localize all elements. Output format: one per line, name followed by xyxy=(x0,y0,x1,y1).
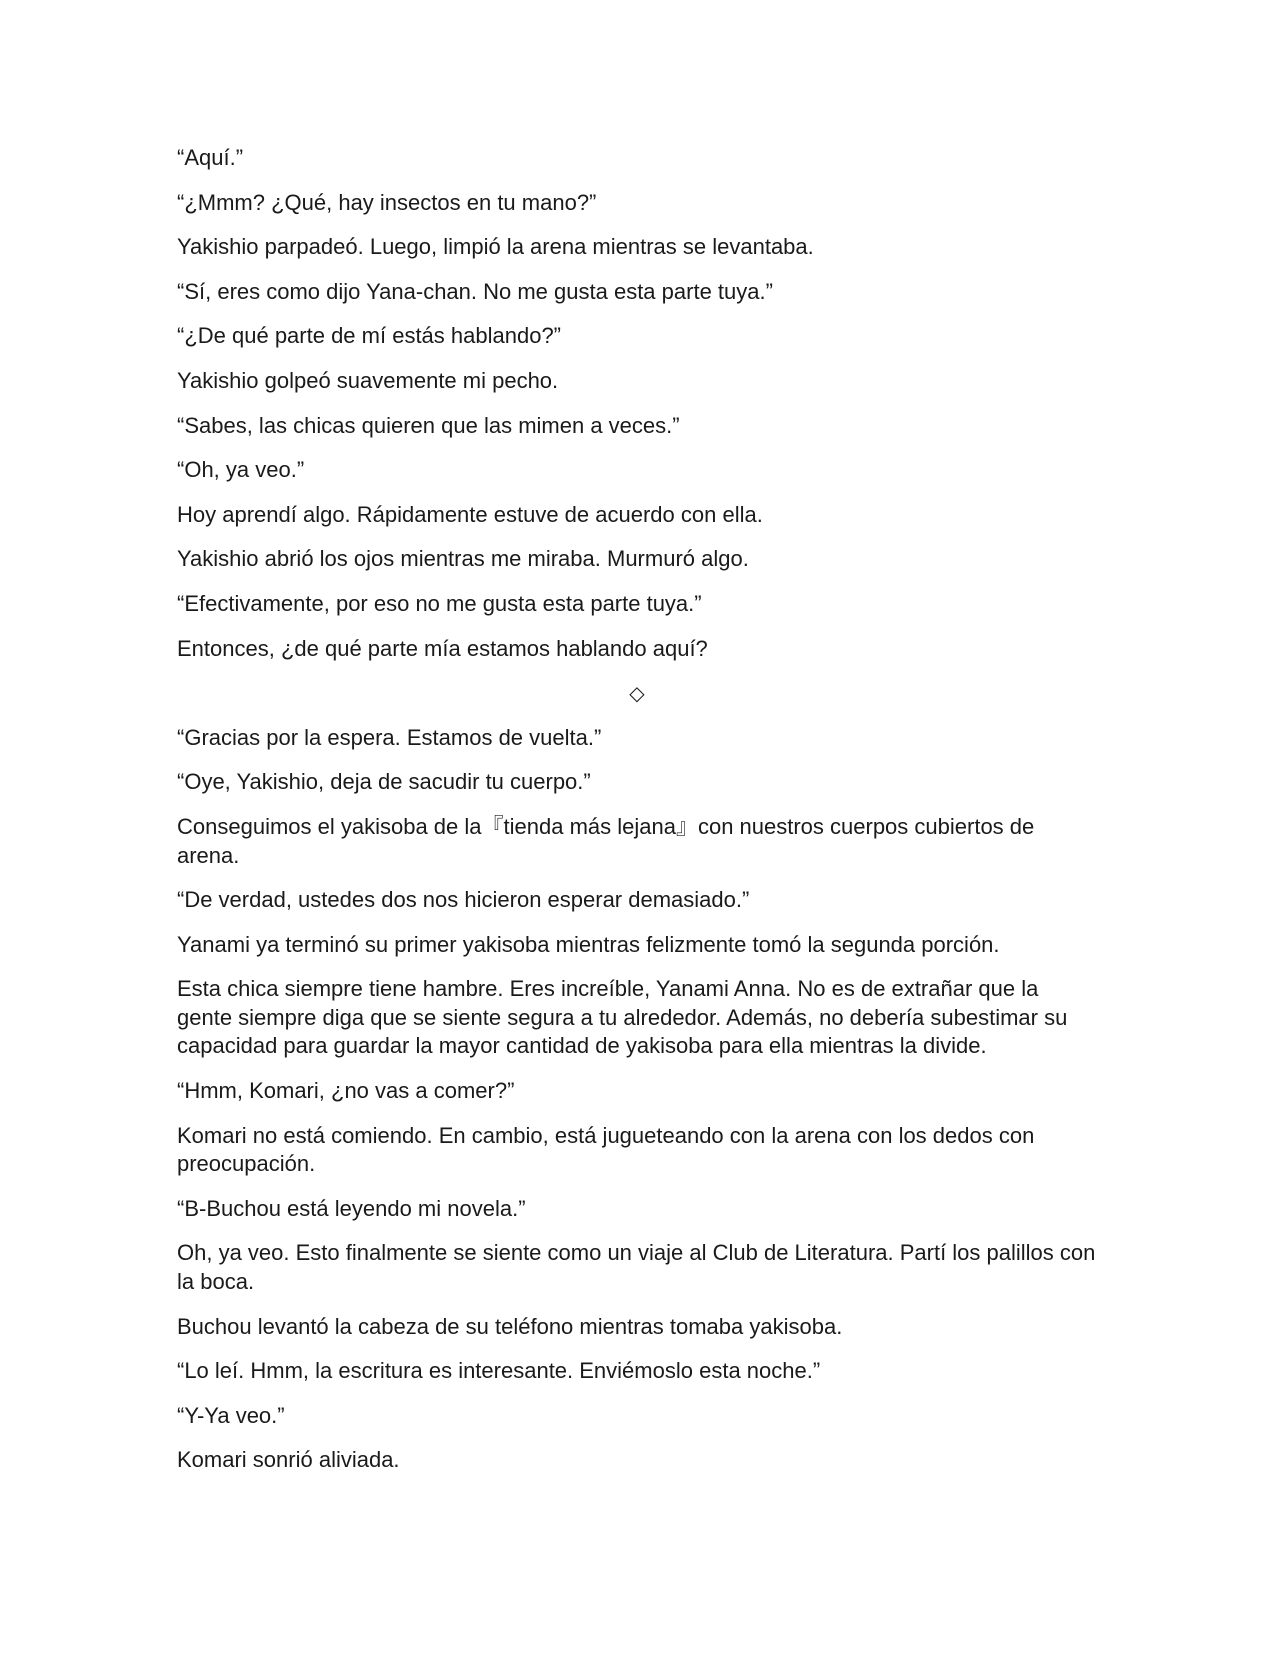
paragraph: Yakishio golpeó suavemente mi pecho. xyxy=(177,367,559,393)
paragraph: Yakishio parpadeó. Luego, limpió la arena mientras se levantaba. xyxy=(177,234,814,260)
paragraph: “Y-Ya veo.” xyxy=(177,1402,285,1428)
scene-break-diamond-icon: ◇ xyxy=(629,681,645,706)
document-page xyxy=(177,144,1097,1491)
paragraph: “Efectivamente, por eso no me gusta esta parte tuya.” xyxy=(177,590,702,616)
paragraph: “¿Mmm? ¿Qué, hay insectos en tu mano?” xyxy=(177,189,597,215)
paragraph: “Lo leí. Hmm, la escritura es interesante. Enviémoslo esta noche.” xyxy=(177,1358,821,1384)
paragraph: “B-Buchou está leyendo mi novela.” xyxy=(177,1195,526,1221)
paragraph: Entonces, ¿de qué parte mía estamos hablando aquí? xyxy=(177,635,708,661)
paragraph: Yanami ya terminó su primer yakisoba mientras felizmente tomó la segunda porción. xyxy=(177,931,1000,957)
paragraph: “De verdad, ustedes dos nos hicieron esperar demasiado.” xyxy=(177,887,750,913)
paragraph: Yakishio abrió los ojos mientras me miraba. Murmuró algo. xyxy=(177,546,749,572)
paragraph: Esta chica siempre tiene hambre. Eres increíble, Yanami Anna. No es de extrañar que la gente siempre diga que se siente segura a tu alrededor. Además, no debería subestimar su capacidad para guardar la mayor cantidad de yakisoba para ella mientras la divide. xyxy=(177,976,1068,1059)
paragraph: Hoy aprendí algo. Rápidamente estuve de acuerdo con ella. xyxy=(177,501,763,527)
paragraph: “Hmm, Komari, ¿no vas a comer?” xyxy=(177,1078,515,1104)
paragraph: Komari no está comiendo. En cambio, está jugueteando con la arena con los dedos con preocupación. xyxy=(177,1122,1035,1177)
paragraph: Conseguimos el yakisoba de la『tienda más lejana』con nuestros cuerpos cubiertos de arena. xyxy=(177,813,1035,868)
paragraph: Buchou levantó la cabeza de su teléfono mientras tomaba yakisoba. xyxy=(177,1313,843,1339)
paragraph: “Oh, ya veo.” xyxy=(177,457,305,483)
paragraph: “Oye, Yakishio, deja de sacudir tu cuerpo.” xyxy=(177,769,591,795)
paragraph: “Sabes, las chicas quieren que las mimen a veces.” xyxy=(177,412,680,438)
paragraph: “Sí, eres como dijo Yana-chan. No me gusta esta parte tuya.” xyxy=(177,278,773,304)
paragraph: Oh, ya veo. Esto finalmente se siente como un viaje al Club de Literatura. Partí los palillos con la boca. xyxy=(177,1240,1096,1295)
paragraph: “Aquí.” xyxy=(177,145,244,170)
paragraph: Komari sonrió aliviada. xyxy=(177,1447,400,1473)
paragraph: “Gracias por la espera. Estamos de vuelta.” xyxy=(177,724,602,750)
paragraph: “¿De qué parte de mí estás hablando?” xyxy=(177,323,562,349)
